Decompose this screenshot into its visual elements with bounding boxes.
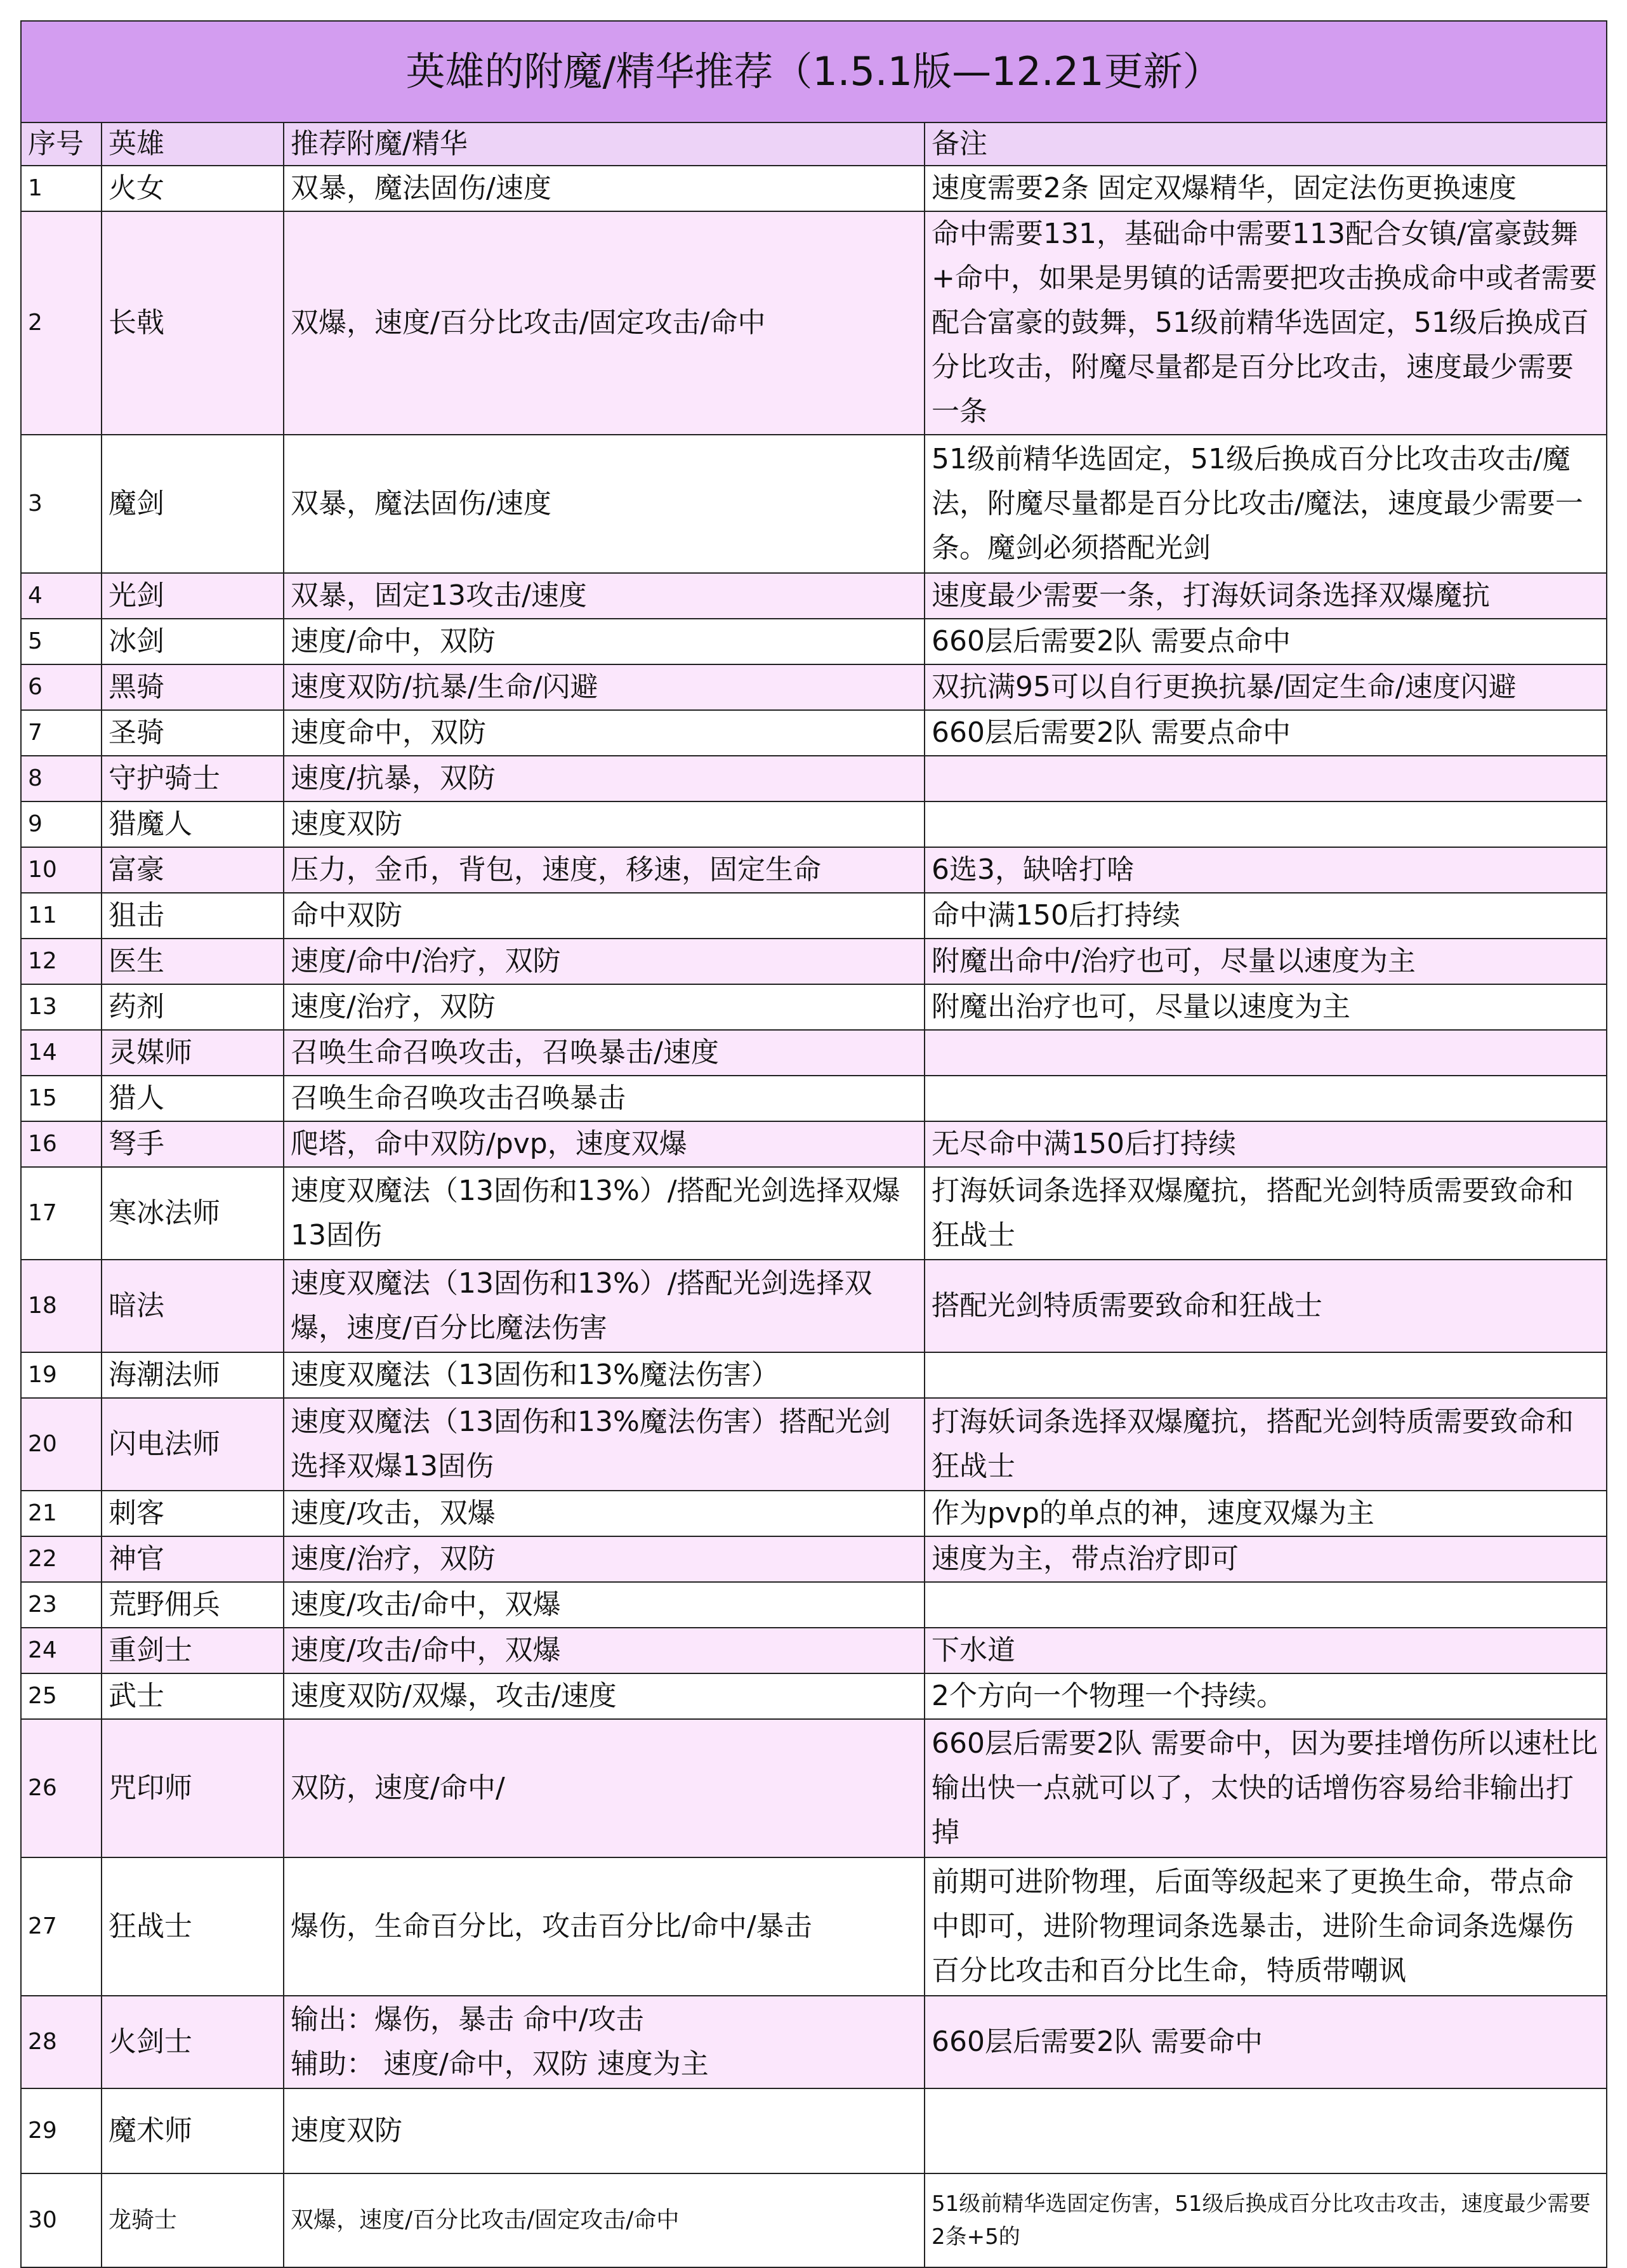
header-row [21, 122, 1607, 166]
row-number: 1 [21, 166, 102, 211]
table-row [21, 166, 1607, 211]
hero-name: 神官 [102, 1536, 284, 1582]
row-number: 25 [21, 1673, 102, 1719]
enchant-recommendation: 爆伤，生命百分比，攻击百分比/命中/暴击 [284, 1857, 925, 1996]
enchant-recommendation: 速度双防 [284, 2088, 925, 2173]
remark: 搭配光剑特质需要致命和狂战士 [925, 1260, 1607, 1352]
table-row [21, 664, 1607, 710]
remark: 下水道 [925, 1628, 1607, 1673]
enchant-recommendation: 命中双防 [284, 893, 925, 939]
hero-name: 狙击 [102, 893, 284, 939]
row-number: 4 [21, 573, 102, 619]
remark: 速度为主，带点治疗即可 [925, 1536, 1607, 1582]
table-row [21, 1491, 1607, 1536]
hero-name: 龙骑士 [102, 2173, 284, 2267]
remark: 51级前精华选固定伤害，51级后换成百分比攻击攻击，速度最少需要2条+5的 [925, 2173, 1607, 2267]
table-row [21, 1121, 1607, 1167]
table-row [21, 1398, 1607, 1491]
enchant-recommendation: 双防，速度/命中/ [284, 1719, 925, 1857]
table-row [21, 1628, 1607, 1673]
remark: 命中需要131，基础命中需要113配合女镇/富豪鼓舞+命中，如果是男镇的话需要把攻击换成命中或者需要配合富豪的鼓舞，51级前精华选固定，51级后换成百分比攻击，附魔尽量都是百分比攻击，速度最少需要一条 [925, 211, 1607, 435]
row-number: 6 [21, 664, 102, 710]
hero-name: 荒野佣兵 [102, 1582, 284, 1628]
enchant-recommendation: 速度/治疗，双防 [284, 984, 925, 1030]
hero-name: 冰剑 [102, 619, 284, 664]
table-row [21, 1582, 1607, 1628]
remark: 660层后需要2队 需要命中，因为要挂增伤所以速杜比输出快一点就可以了，太快的话增伤容易给非输出打掉 [925, 1719, 1607, 1857]
table-row [21, 1260, 1607, 1352]
hero-name: 光剑 [102, 573, 284, 619]
enchant-recommendation: 速度/攻击/命中，双爆 [284, 1628, 925, 1673]
enchant-recommendation: 速度命中，双防 [284, 710, 925, 756]
column-header-hero: 英雄 [102, 122, 284, 166]
table-row [21, 435, 1607, 573]
remark: 6选3，缺啥打啥 [925, 847, 1607, 893]
enchant-recommendation: 双暴，魔法固伤/速度 [284, 166, 925, 211]
table-row [21, 756, 1607, 801]
hero-name: 重剑士 [102, 1628, 284, 1673]
row-number: 16 [21, 1121, 102, 1167]
table-row [21, 1536, 1607, 1582]
remark: 660层后需要2队 需要点命中 [925, 619, 1607, 664]
row-number: 29 [21, 2088, 102, 2173]
row-number: 23 [21, 1582, 102, 1628]
enchant-recommendation: 速度双魔法（13固伤和13%）/搭配光剑选择双爆13固伤 [284, 1167, 925, 1260]
hero-name: 猎魔人 [102, 801, 284, 847]
hero-name: 圣骑 [102, 710, 284, 756]
row-number: 24 [21, 1628, 102, 1673]
hero-name: 守护骑士 [102, 756, 284, 801]
table-row [21, 2173, 1607, 2267]
enchant-recommendation: 双暴，固定13攻击/速度 [284, 573, 925, 619]
remark: 附魔出治疗也可，尽量以速度为主 [925, 984, 1607, 1030]
page-title: 英雄的附魔/精华推荐（1.5.1版—12.21更新） [21, 21, 1607, 122]
row-number: 8 [21, 756, 102, 801]
enchant-recommendation: 速度/命中，双防 [284, 619, 925, 664]
enchant-recommendation: 速度双魔法（13固伤和13%魔法伤害） [284, 1352, 925, 1398]
table-row [21, 893, 1607, 939]
table-row [21, 710, 1607, 756]
row-number: 2 [21, 211, 102, 435]
enchant-recommendation: 速度双防/抗暴/生命/闪避 [284, 664, 925, 710]
row-number: 22 [21, 1536, 102, 1582]
row-number: 28 [21, 1996, 102, 2088]
table-row [21, 573, 1607, 619]
column-header-no: 序号 [21, 122, 102, 166]
hero-name: 狂战士 [102, 1857, 284, 1996]
hero-name: 医生 [102, 939, 284, 984]
row-number: 5 [21, 619, 102, 664]
row-number: 3 [21, 435, 102, 573]
column-header-enchant: 推荐附魔/精华 [284, 122, 925, 166]
enchant-recommendation: 速度双防 [284, 801, 925, 847]
enchant-recommendation: 速度/治疗，双防 [284, 1536, 925, 1582]
enchant-recommendation: 压力，金币，背包，速度，移速，固定生命 [284, 847, 925, 893]
column-header-note: 备注 [925, 122, 1607, 166]
row-number: 11 [21, 893, 102, 939]
remark [925, 756, 1607, 801]
remark: 命中满150后打持续 [925, 893, 1607, 939]
remark [925, 1582, 1607, 1628]
remark: 打海妖词条选择双爆魔抗，搭配光剑特质需要致命和狂战士 [925, 1398, 1607, 1491]
row-number: 27 [21, 1857, 102, 1996]
row-number: 18 [21, 1260, 102, 1352]
hero-name: 寒冰法师 [102, 1167, 284, 1260]
hero-name: 闪电法师 [102, 1398, 284, 1491]
table-row [21, 801, 1607, 847]
hero-name: 弩手 [102, 1121, 284, 1167]
enchant-recommendation: 召唤生命召唤攻击召唤暴击 [284, 1076, 925, 1121]
enchant-recommendation: 速度双防/双爆，攻击/速度 [284, 1673, 925, 1719]
remark: 附魔出命中/治疗也可，尽量以速度为主 [925, 939, 1607, 984]
table-body [21, 166, 1607, 2267]
remark [925, 801, 1607, 847]
enchant-recommendation: 速度/抗暴，双防 [284, 756, 925, 801]
remark [925, 2088, 1607, 2173]
enchant-recommendation: 速度双魔法（13固伤和13%）/搭配光剑选择双爆，速度/百分比魔法伤害 [284, 1260, 925, 1352]
remark: 51级前精华选固定，51级后换成百分比攻击攻击/魔法，附魔尽量都是百分比攻击/魔法，速度最少需要一条。魔剑必须搭配光剑 [925, 435, 1607, 573]
remark: 速度最少需要一条，打海妖词条选择双爆魔抗 [925, 573, 1607, 619]
row-number: 17 [21, 1167, 102, 1260]
hero-name: 魔术师 [102, 2088, 284, 2173]
hero-name: 魔剑 [102, 435, 284, 573]
table-row [21, 1030, 1607, 1076]
table-row [21, 1076, 1607, 1121]
row-number: 13 [21, 984, 102, 1030]
remark [925, 1030, 1607, 1076]
row-number: 14 [21, 1030, 102, 1076]
hero-name: 黑骑 [102, 664, 284, 710]
enchant-recommendation: 双暴，魔法固伤/速度 [284, 435, 925, 573]
enchant-table [20, 20, 1607, 2268]
enchant-recommendation: 双爆，速度/百分比攻击/固定攻击/命中 [284, 211, 925, 435]
remark: 前期可进阶物理，后面等级起来了更换生命，带点命中即可，进阶物理词条选暴击，进阶生命词条选爆伤 百分比攻击和百分比生命，特质带嘲讽 [925, 1857, 1607, 1996]
hero-name: 药剂 [102, 984, 284, 1030]
hero-name: 火剑士 [102, 1996, 284, 2088]
remark [925, 1352, 1607, 1398]
remark: 打海妖词条选择双爆魔抗，搭配光剑特质需要致命和狂战士 [925, 1167, 1607, 1260]
enchant-recommendation: 速度双魔法（13固伤和13%魔法伤害）搭配光剑选择双爆13固伤 [284, 1398, 925, 1491]
remark: 双抗满95可以自行更换抗暴/固定生命/速度闪避 [925, 664, 1607, 710]
row-number: 15 [21, 1076, 102, 1121]
row-number: 21 [21, 1491, 102, 1536]
enchant-recommendation: 速度/命中/治疗，双防 [284, 939, 925, 984]
hero-name: 猎人 [102, 1076, 284, 1121]
row-number: 20 [21, 1398, 102, 1491]
table-row [21, 619, 1607, 664]
row-number: 19 [21, 1352, 102, 1398]
table-row [21, 211, 1607, 435]
table-row [21, 1167, 1607, 1260]
row-number: 10 [21, 847, 102, 893]
remark: 作为pvp的单点的神，速度双爆为主 [925, 1491, 1607, 1536]
remark: 无尽命中满150后打持续 [925, 1121, 1607, 1167]
table-row [21, 2088, 1607, 2173]
remark: 2个方向一个物理一个持续。 [925, 1673, 1607, 1719]
row-number: 9 [21, 801, 102, 847]
hero-name: 武士 [102, 1673, 284, 1719]
table-row [21, 1857, 1607, 1996]
hero-name: 火女 [102, 166, 284, 211]
enchant-recommendation: 速度/攻击，双爆 [284, 1491, 925, 1536]
hero-name: 暗法 [102, 1260, 284, 1352]
table-row [21, 939, 1607, 984]
enchant-recommendation: 召唤生命召唤攻击，召唤暴击/速度 [284, 1030, 925, 1076]
remark: 660层后需要2队 需要命中 [925, 1996, 1607, 2088]
enchant-recommendation: 速度/攻击/命中，双爆 [284, 1582, 925, 1628]
row-number: 12 [21, 939, 102, 984]
table-row [21, 847, 1607, 893]
hero-name: 咒印师 [102, 1719, 284, 1857]
enchant-recommendation: 双爆，速度/百分比攻击/固定攻击/命中 [284, 2173, 925, 2267]
row-number: 30 [21, 2173, 102, 2267]
enchant-recommendation: 爬塔，命中双防/pvp，速度双爆 [284, 1121, 925, 1167]
table-row [21, 1352, 1607, 1398]
table-row [21, 1673, 1607, 1719]
hero-name: 富豪 [102, 847, 284, 893]
hero-name: 长戟 [102, 211, 284, 435]
table-row [21, 984, 1607, 1030]
remark: 660层后需要2队 需要点命中 [925, 710, 1607, 756]
enchant-recommendation: 输出：爆伤，暴击 命中/攻击 辅助： 速度/命中，双防 速度为主 [284, 1996, 925, 2088]
hero-name: 灵媒师 [102, 1030, 284, 1076]
remark: 速度需要2条 固定双爆精华，固定法伤更换速度 [925, 166, 1607, 211]
remark [925, 1076, 1607, 1121]
row-number: 7 [21, 710, 102, 756]
hero-name: 海潮法师 [102, 1352, 284, 1398]
row-number: 26 [21, 1719, 102, 1857]
table-row [21, 1996, 1607, 2088]
hero-name: 刺客 [102, 1491, 284, 1536]
table-row [21, 1719, 1607, 1857]
